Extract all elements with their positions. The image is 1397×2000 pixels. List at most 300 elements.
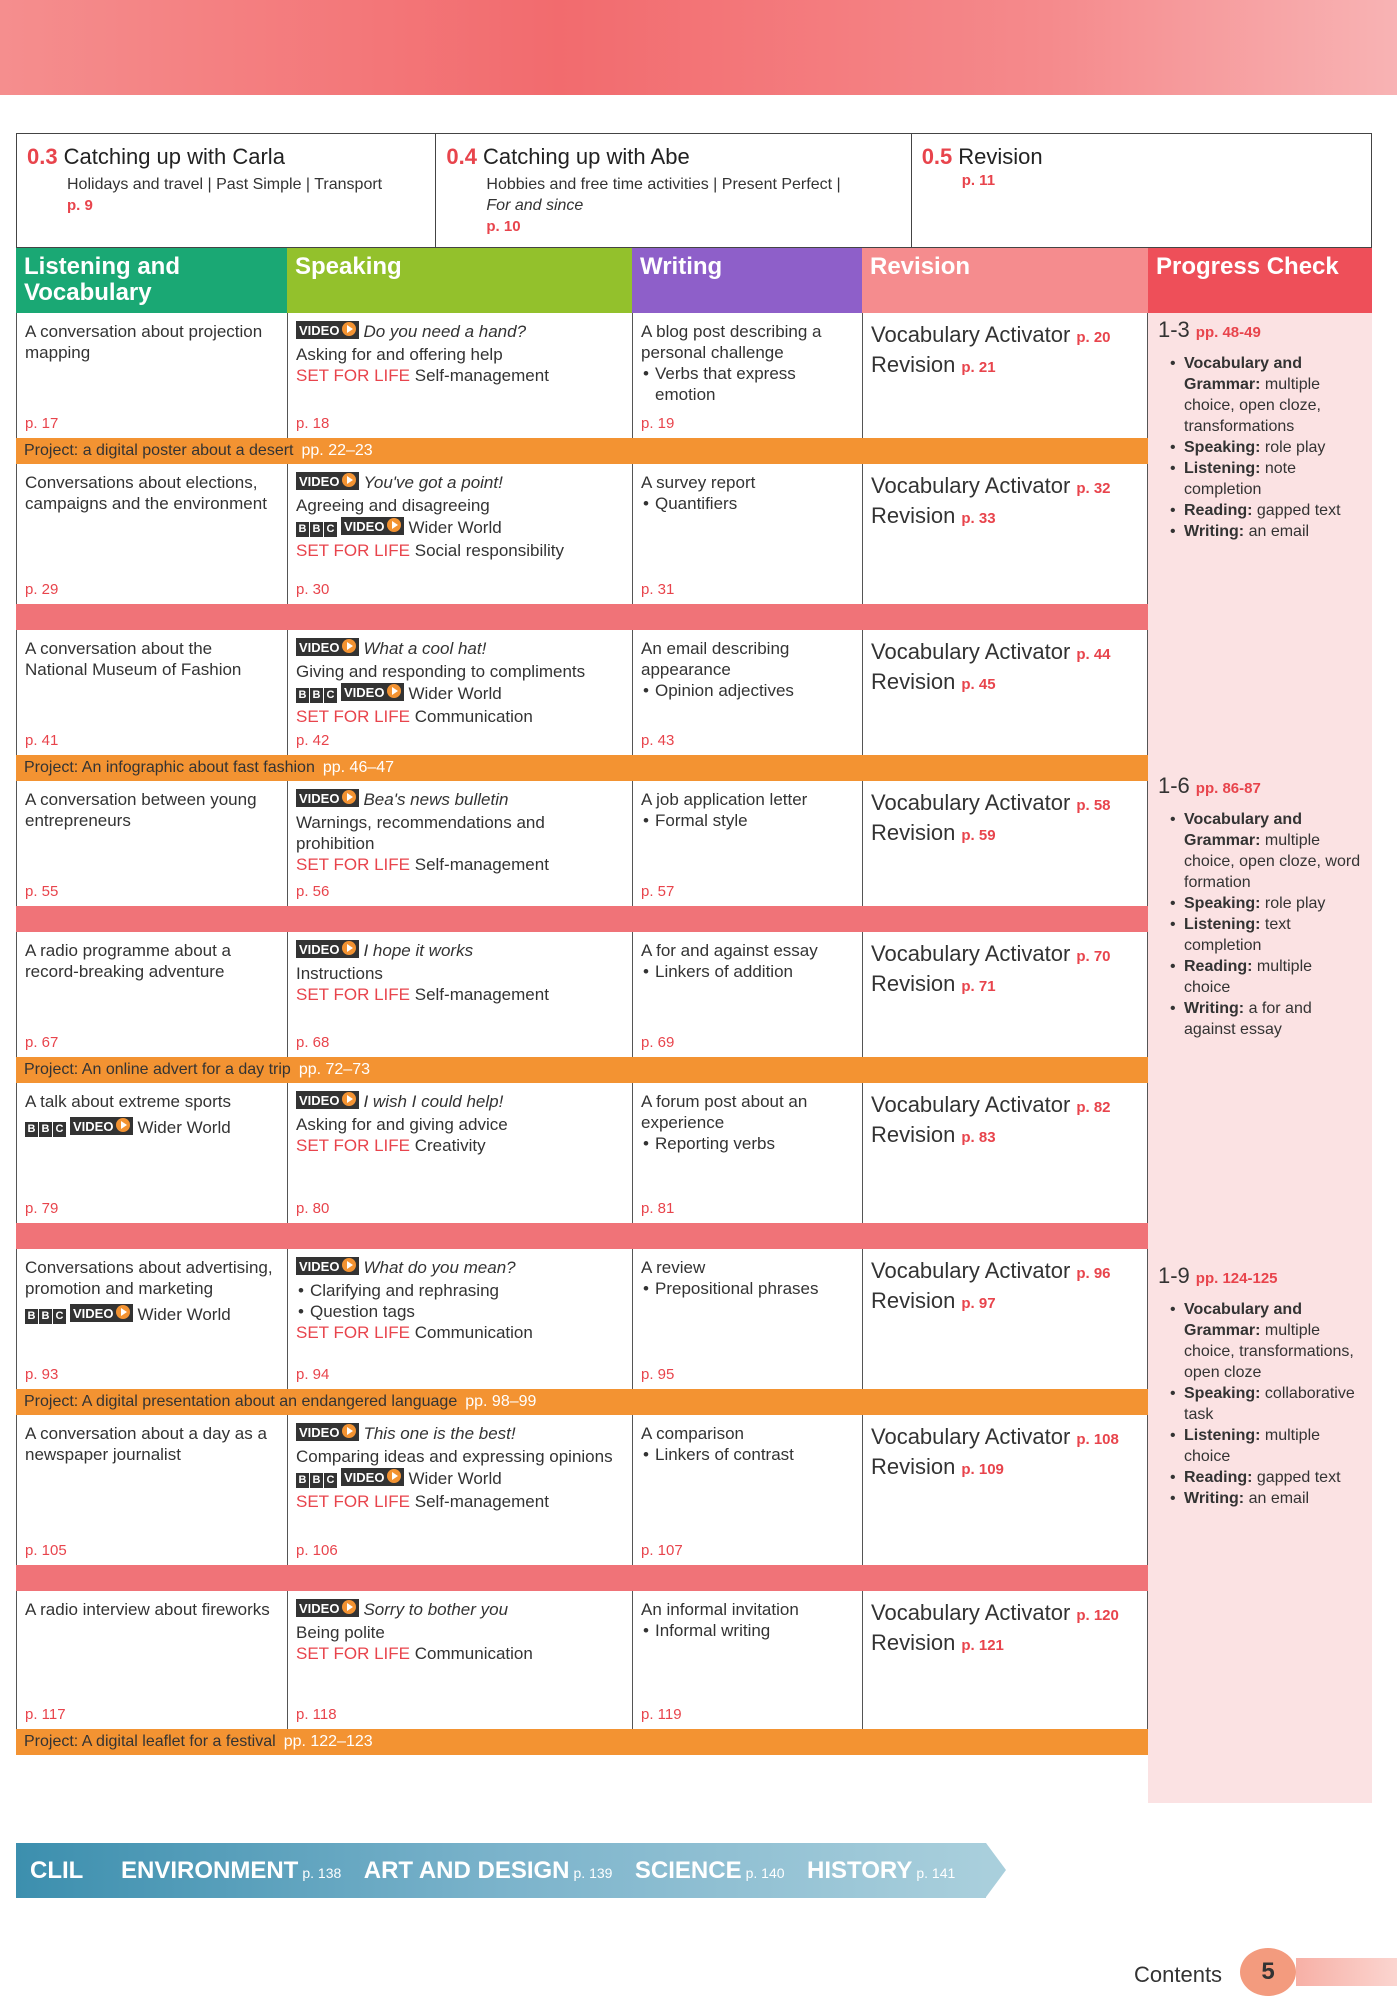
revision-label: Revision <box>871 1630 956 1655</box>
video-title: What a cool hat! <box>363 639 487 658</box>
bbc-logo: B B C <box>296 516 338 537</box>
set-for-life-label: SET FOR LIFE <box>296 1136 410 1155</box>
bbc-video-link[interactable] <box>25 1303 279 1325</box>
listening-page: p. 29 <box>25 581 59 598</box>
listening-cell <box>16 781 287 906</box>
vocabulary-activator-link[interactable] <box>871 940 1140 970</box>
progress-check-1-9[interactable] <box>1148 1259 1372 1513</box>
play-icon <box>342 322 356 336</box>
project-pages: pp. 22–23 <box>301 442 373 459</box>
listening-text: A conversation about a day as a newspaper journalist <box>25 1424 267 1464</box>
progress-check-item <box>1168 1383 1362 1425</box>
listening-page: p. 55 <box>25 883 59 900</box>
skill-name: Reading: <box>1184 1469 1253 1486</box>
unit-topics-2: For and since <box>486 197 584 214</box>
revision-link[interactable] <box>871 1629 1140 1659</box>
progress-check-title <box>1158 773 1362 799</box>
revision-label: Revision <box>871 503 956 528</box>
progress-check-range: 1-3 <box>1158 317 1190 342</box>
vocabulary-activator-link[interactable] <box>871 1423 1140 1453</box>
clil-item-name: ART AND DESIGN <box>363 1857 570 1884</box>
unit-title: Catching up with Carla <box>63 144 285 169</box>
vocabulary-activator-page: p. 96 <box>1076 1265 1111 1282</box>
video-link[interactable] <box>296 940 624 961</box>
video-title: Bea's news bulletin <box>363 790 509 809</box>
writing-task: A survey report <box>641 473 756 492</box>
progress-check-item <box>1168 353 1362 437</box>
clil-banner <box>16 1843 1006 1898</box>
vocabulary-activator-link[interactable] <box>871 638 1140 668</box>
revision-page: p. 97 <box>961 1295 996 1312</box>
writing-page: p. 43 <box>641 732 675 749</box>
revision-cell <box>862 1083 1148 1223</box>
writing-page: p. 95 <box>641 1366 675 1383</box>
revision-link[interactable] <box>871 351 1140 381</box>
play-icon <box>342 790 356 804</box>
project-pages: pp. 122–123 <box>283 1733 373 1750</box>
unit-topics: Holidays and travel | Past Simple | Transport <box>67 176 383 193</box>
listening-text: A radio interview about fireworks <box>25 1600 270 1619</box>
speaking-function: Asking for and offering help <box>296 345 503 364</box>
task-type: gapped text <box>1252 1469 1341 1486</box>
project-band[interactable] <box>16 438 1148 464</box>
project-band[interactable] <box>16 755 1148 781</box>
skill-name: Reading: <box>1184 502 1253 519</box>
bbc-video-link[interactable] <box>296 682 624 704</box>
revision-link[interactable] <box>871 502 1140 532</box>
writing-page: p. 119 <box>641 1706 682 1723</box>
listening-text: A conversation between young entrepreneurs <box>25 790 257 830</box>
listening-cell <box>16 932 287 1057</box>
set-for-life-skill: Communication <box>414 1323 533 1342</box>
clil-item-page: p. 140 <box>745 1865 785 1881</box>
speaking-function: • Clarifying and rephrasing <box>296 1280 624 1301</box>
speaking-page: p. 106 <box>296 1542 338 1559</box>
progress-check-item <box>1168 1299 1362 1383</box>
revision-label: Revision <box>871 1454 956 1479</box>
set-for-life-label: SET FOR LIFE <box>296 541 410 560</box>
video-badge: VIDEO <box>296 789 359 807</box>
task-type: multiple choice, transformations, open cloze <box>1184 1322 1354 1381</box>
play-icon <box>342 1092 356 1106</box>
writing-task: A job application letter <box>641 790 808 809</box>
wider-world-label: Wider World <box>408 684 502 703</box>
progress-check-item <box>1168 437 1362 458</box>
project-title: Project: a digital poster about a desert <box>24 442 294 459</box>
revision-cell <box>862 464 1148 604</box>
vocabulary-activator-label: Vocabulary Activator <box>871 1092 1071 1117</box>
speaking-function: Agreeing and disagreeing <box>296 496 490 515</box>
video-badge: VIDEO <box>296 940 359 958</box>
header-revision: Revision <box>862 248 1148 313</box>
vocabulary-activator-label: Vocabulary Activator <box>871 941 1071 966</box>
speaking-page: p. 118 <box>296 1706 337 1723</box>
top-decorative-band <box>0 0 1397 95</box>
progress-check-item <box>1168 1467 1362 1488</box>
writing-page: p. 107 <box>641 1542 683 1559</box>
video-badge: VIDEO <box>296 1257 359 1275</box>
set-for-life-skill: Self-management <box>414 855 549 874</box>
revision-label: Revision <box>871 1288 956 1313</box>
progress-check-pages: pp. 86-87 <box>1195 780 1261 797</box>
unit-page: p. 10 <box>486 218 521 235</box>
unit-number: 0.4 <box>446 144 477 169</box>
speaking-cell <box>287 1415 632 1565</box>
vocabulary-activator-page: p. 32 <box>1076 480 1111 497</box>
wider-world-label: Wider World <box>408 1469 502 1488</box>
vocabulary-activator-page: p. 20 <box>1076 329 1111 346</box>
revision-cell <box>862 1591 1148 1729</box>
intro-unit-0-4[interactable] <box>436 134 911 247</box>
vocabulary-activator-link[interactable] <box>871 321 1140 351</box>
listening-cell <box>16 1415 287 1565</box>
video-badge: VIDEO <box>341 517 404 535</box>
speaking-cell <box>287 932 632 1057</box>
progress-check-list <box>1168 809 1362 1040</box>
set-for-life <box>296 1322 624 1343</box>
writing-task: A comparison <box>641 1424 744 1443</box>
vocabulary-activator-page: p. 70 <box>1076 948 1111 965</box>
vocabulary-activator-page: p. 120 <box>1076 1607 1119 1624</box>
play-icon <box>387 518 401 532</box>
writing-cell <box>632 464 862 604</box>
clil-item-art-and-design[interactable] <box>364 1857 613 1884</box>
progress-check-item <box>1168 998 1362 1040</box>
revision-link[interactable] <box>871 819 1140 849</box>
writing-task: An email describing appearance <box>641 639 790 679</box>
progress-check-item <box>1168 893 1362 914</box>
vocabulary-activator-page: p. 82 <box>1076 1099 1111 1116</box>
revision-label: Revision <box>871 1122 956 1147</box>
skill-name: Vocabulary and Grammar: <box>1184 355 1302 393</box>
speaking-function: Instructions <box>296 964 383 983</box>
play-icon <box>387 684 401 698</box>
task-type: collaborative task <box>1184 1385 1355 1423</box>
writing-cell <box>632 781 862 906</box>
revision-page: p. 33 <box>961 510 996 527</box>
vocabulary-activator-page: p. 108 <box>1076 1431 1119 1448</box>
play-icon <box>342 1600 356 1614</box>
skill-name: Writing: <box>1184 1490 1245 1507</box>
video-badge: VIDEO <box>296 1091 359 1109</box>
revision-link[interactable] <box>871 1453 1140 1483</box>
revision-label: Revision <box>871 971 956 996</box>
clil-items <box>121 1843 973 1901</box>
vocabulary-activator-link[interactable] <box>871 1599 1140 1629</box>
video-title: This one is the best! <box>363 1424 516 1443</box>
task-type: gapped text <box>1252 502 1341 519</box>
listening-page: p. 93 <box>25 1366 59 1383</box>
vocabulary-activator-page: p. 44 <box>1076 646 1111 663</box>
vocabulary-activator-label: Vocabulary Activator <box>871 639 1071 664</box>
project-title: Project: An infographic about fast fashion <box>24 759 315 776</box>
listening-page: p. 17 <box>25 415 59 432</box>
video-title: What do you mean? <box>363 1258 516 1277</box>
task-type: multiple choice, open cloze, transformations <box>1184 376 1321 435</box>
wider-world-label: Wider World <box>408 518 502 537</box>
progress-check-range: 1-9 <box>1158 1263 1190 1288</box>
skill-name: Listening: <box>1184 916 1261 933</box>
writing-cell <box>632 932 862 1057</box>
vocabulary-activator-link[interactable] <box>871 789 1140 819</box>
speaking-cell <box>287 1249 632 1389</box>
bbc-video-link[interactable] <box>296 516 624 538</box>
play-icon <box>342 1258 356 1272</box>
footer-decorative-band <box>1296 1958 1397 1986</box>
vocabulary-activator-label: Vocabulary Activator <box>871 473 1071 498</box>
skill-name: Speaking: <box>1184 895 1261 912</box>
page-number: 5 <box>1240 1948 1296 1996</box>
skill-name: Reading: <box>1184 958 1253 975</box>
header-speaking: Speaking <box>287 248 632 313</box>
listening-page: p. 41 <box>25 732 59 749</box>
listening-text: Conversations about elections, campaigns and the environment <box>25 473 267 513</box>
revision-page: p. 109 <box>961 1461 1004 1478</box>
writing-task: A review <box>641 1258 706 1277</box>
writing-cell <box>632 1415 862 1565</box>
speaking-cell <box>287 464 632 604</box>
writing-cell <box>632 1083 862 1223</box>
unit-separator-band <box>16 1565 1148 1591</box>
play-icon <box>342 639 356 653</box>
play-icon <box>116 1305 130 1319</box>
column-divider <box>1147 630 1148 755</box>
vocabulary-activator-label: Vocabulary Activator <box>871 1258 1071 1283</box>
speaking-page: p. 42 <box>296 732 330 749</box>
vocabulary-activator-link[interactable] <box>871 1257 1140 1287</box>
vocabulary-activator-link[interactable] <box>871 1091 1140 1121</box>
speaking-cell <box>287 313 632 438</box>
set-for-life-label: SET FOR LIFE <box>296 707 410 726</box>
video-badge: VIDEO <box>341 1468 404 1486</box>
progress-check-item <box>1168 521 1362 542</box>
footer-contents-label: Contents <box>1134 1962 1223 1987</box>
task-type: multiple choice <box>1184 1427 1321 1465</box>
progress-check-item <box>1168 500 1362 521</box>
progress-check-1-3[interactable] <box>1148 313 1372 546</box>
video-badge: VIDEO <box>70 1304 133 1322</box>
skill-name: Listening: <box>1184 460 1261 477</box>
set-for-life-skill: Self-management <box>414 1492 549 1511</box>
clil-item-environment[interactable] <box>121 1857 341 1884</box>
unit-title: Catching up with Abe <box>482 144 690 169</box>
clil-item-name: ENVIRONMENT <box>121 1857 299 1884</box>
progress-check-pages: pp. 124-125 <box>1195 1270 1278 1287</box>
writing-focus: • Prepositional phrases <box>641 1278 854 1299</box>
video-title: I wish I could help! <box>363 1092 504 1111</box>
set-for-life-skill: Communication <box>414 707 533 726</box>
writing-page: p. 57 <box>641 883 675 900</box>
revision-link[interactable] <box>871 1287 1140 1317</box>
writing-cell <box>632 630 862 755</box>
video-link[interactable] <box>296 789 624 810</box>
video-title: Sorry to bother you <box>363 1600 509 1619</box>
video-link[interactable] <box>296 638 624 659</box>
clil-item-history[interactable] <box>807 1857 955 1884</box>
play-icon <box>342 1424 356 1438</box>
video-title: I hope it works <box>363 941 474 960</box>
project-band[interactable] <box>16 1057 1148 1083</box>
progress-check-list <box>1168 1299 1362 1509</box>
revision-label: Revision <box>871 669 956 694</box>
clil-item-page: p. 139 <box>573 1865 613 1881</box>
writing-task: An informal invitation <box>641 1600 799 1619</box>
revision-page: p. 121 <box>961 1637 1004 1654</box>
revision-cell <box>862 1249 1148 1389</box>
revision-page: p. 45 <box>961 676 996 693</box>
set-for-life-label: SET FOR LIFE <box>296 855 410 874</box>
video-link[interactable] <box>296 1599 624 1620</box>
vocabulary-activator-page: p. 58 <box>1076 797 1111 814</box>
writing-focus: • Linkers of addition <box>641 961 854 982</box>
set-for-life-skill: Self-management <box>414 366 549 385</box>
video-badge: VIDEO <box>296 472 359 490</box>
video-badge: VIDEO <box>70 1117 133 1135</box>
set-for-life-label: SET FOR LIFE <box>296 1644 410 1663</box>
set-for-life-skill: Creativity <box>414 1136 486 1155</box>
set-for-life <box>296 365 624 386</box>
speaking-cell <box>287 630 632 755</box>
listening-text: A conversation about the National Museum of Fashion <box>25 639 242 679</box>
speaking-cell <box>287 1591 632 1729</box>
writing-page: p. 19 <box>641 415 675 432</box>
video-badge: VIDEO <box>296 1423 359 1441</box>
writing-focus: • Linkers of contrast <box>641 1444 854 1465</box>
task-type: text completion <box>1184 916 1291 954</box>
unit-title: Revision <box>958 144 1043 169</box>
column-divider <box>1147 1083 1148 1223</box>
unit-separator-band <box>16 1223 1148 1249</box>
listening-text: A conversation about projection mapping <box>25 322 263 362</box>
revision-cell <box>862 1415 1148 1565</box>
writing-focus: • Verbs that express emotion <box>641 363 854 405</box>
project-band[interactable] <box>16 1729 1148 1755</box>
revision-link[interactable] <box>871 970 1140 1000</box>
video-link[interactable] <box>296 472 624 493</box>
play-icon <box>342 473 356 487</box>
unit-page: p. 9 <box>67 197 93 214</box>
unit-page: p. 11 <box>961 172 996 189</box>
listening-cell <box>16 630 287 755</box>
clil-item-page: p. 141 <box>916 1865 956 1881</box>
project-band[interactable] <box>16 1389 1148 1415</box>
vocabulary-activator-link[interactable] <box>871 472 1140 502</box>
bbc-video-link[interactable] <box>296 1467 624 1489</box>
listening-cell <box>16 313 287 438</box>
listening-page: p. 117 <box>25 1706 66 1723</box>
task-type: note completion <box>1184 460 1297 498</box>
video-link[interactable] <box>296 1257 624 1278</box>
intro-unit-0-3[interactable] <box>17 134 436 247</box>
progress-check-item <box>1168 458 1362 500</box>
clil-item-name: SCIENCE <box>634 1857 742 1884</box>
writing-focus: • Reporting verbs <box>641 1133 854 1154</box>
unit-separator-band <box>16 906 1148 932</box>
speaking-function: Being polite <box>296 1623 385 1642</box>
intro-unit-0-5[interactable] <box>912 134 1371 247</box>
progress-check-1-6[interactable] <box>1148 769 1372 1044</box>
progress-check-list <box>1168 353 1362 542</box>
progress-check-item <box>1168 1425 1362 1467</box>
project-title: Project: A digital leaflet for a festival <box>24 1733 276 1750</box>
clil-label: CLIL <box>30 1857 84 1884</box>
listening-text: A talk about extreme sports <box>25 1092 231 1111</box>
play-icon <box>116 1118 130 1132</box>
set-for-life-label: SET FOR LIFE <box>296 366 410 385</box>
speaking-cell <box>287 781 632 906</box>
writing-cell <box>632 313 862 438</box>
video-link[interactable] <box>296 321 624 342</box>
project-title: Project: A digital presentation about an endangered language <box>24 1393 458 1410</box>
video-link[interactable] <box>296 1423 624 1444</box>
progress-check-title <box>1158 1263 1362 1289</box>
progress-check-item <box>1168 1488 1362 1509</box>
task-type: role play <box>1260 895 1326 912</box>
bbc-logo: B B C <box>296 1467 338 1488</box>
project-pages: pp. 72–73 <box>298 1061 370 1078</box>
project-title: Project: An online advert for a day trip <box>24 1061 291 1078</box>
writing-page: p. 69 <box>641 1034 675 1051</box>
set-for-life-label: SET FOR LIFE <box>296 1323 410 1342</box>
speaking-function-2: • Question tags <box>296 1301 624 1322</box>
revision-label: Revision <box>871 820 956 845</box>
wider-world-label: Wider World <box>137 1118 231 1137</box>
intro-units <box>16 133 1372 248</box>
task-type: a for and against essay <box>1184 1000 1312 1038</box>
set-for-life-label: SET FOR LIFE <box>296 985 410 1004</box>
progress-check-pages: pp. 48-49 <box>1195 324 1261 341</box>
speaking-function: Asking for and giving advice <box>296 1115 508 1134</box>
bbc-logo: B B C <box>25 1303 67 1324</box>
set-for-life <box>296 984 624 1005</box>
set-for-life-label: SET FOR LIFE <box>296 1492 410 1511</box>
video-link[interactable] <box>296 1091 624 1112</box>
revision-cell <box>862 932 1148 1057</box>
writing-focus: • Quantifiers <box>641 493 854 514</box>
revision-link[interactable] <box>871 1121 1140 1151</box>
listening-page: p. 67 <box>25 1034 59 1051</box>
clil-item-page: p. 138 <box>302 1865 342 1881</box>
writing-task: A forum post about an experience <box>641 1092 808 1132</box>
task-type: role play <box>1260 439 1326 456</box>
task-type: an email <box>1244 1490 1310 1507</box>
video-title: Do you need a hand? <box>363 322 527 341</box>
bbc-video-link[interactable] <box>25 1116 279 1138</box>
task-type: multiple choice, open cloze, word formation <box>1184 832 1361 891</box>
progress-check-item <box>1168 956 1362 998</box>
project-pages: pp. 46–47 <box>322 759 395 776</box>
vocabulary-activator-label: Vocabulary Activator <box>871 1600 1071 1625</box>
unit-number: 0.5 <box>921 144 953 169</box>
clil-item-science[interactable] <box>635 1857 785 1884</box>
speaking-cell <box>287 1083 632 1223</box>
play-icon <box>342 941 356 955</box>
set-for-life <box>296 1491 624 1512</box>
speaking-function: Giving and responding to compliments <box>296 662 586 681</box>
vocabulary-activator-label: Vocabulary Activator <box>871 322 1071 347</box>
unit-number: 0.3 <box>27 144 58 169</box>
listening-cell <box>16 464 287 604</box>
speaking-function: Warnings, recommendations and prohibition <box>296 813 545 853</box>
column-divider <box>1147 1591 1148 1729</box>
revision-link[interactable] <box>871 668 1140 698</box>
header-listening: Listening and Vocabulary <box>16 248 287 313</box>
set-for-life <box>296 1643 624 1664</box>
listening-text: A radio programme about a record-breaking adventure <box>25 941 232 981</box>
set-for-life-skill: Self-management <box>414 985 549 1004</box>
skill-name: Listening: <box>1184 1427 1261 1444</box>
writing-task: A for and against essay <box>641 941 818 960</box>
